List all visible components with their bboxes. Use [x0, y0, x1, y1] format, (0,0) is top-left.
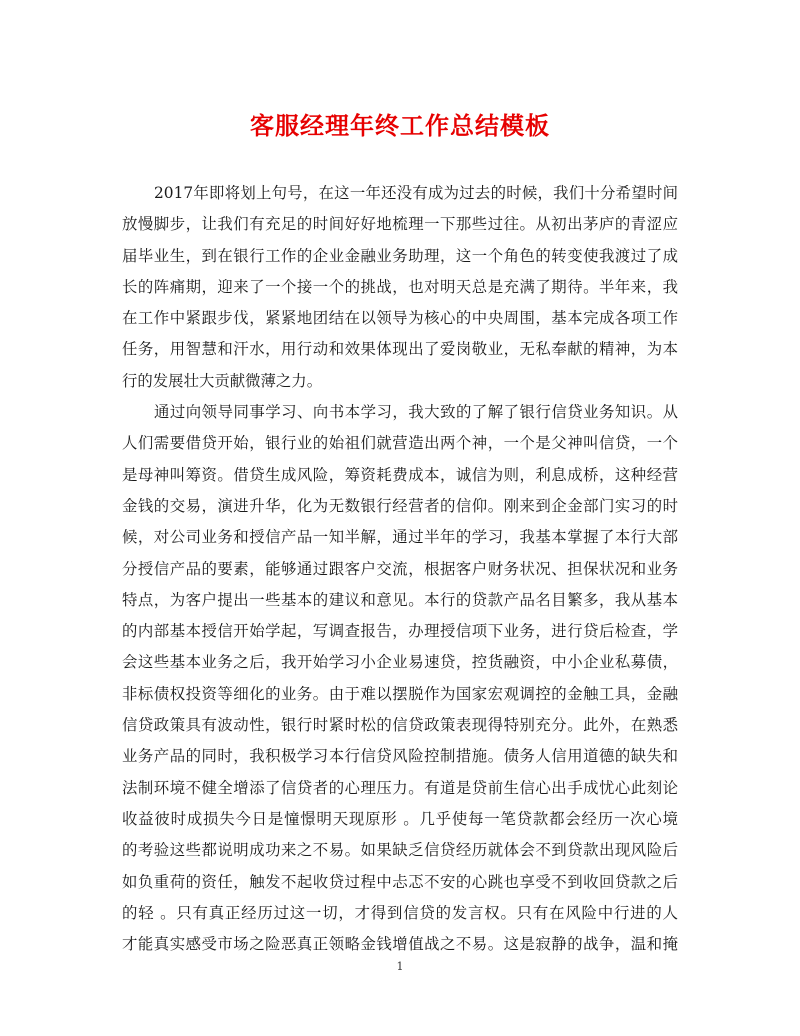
text-line: 业务产品的同时，我积极学习本行信贷风险控制措施。债务人信用道德的缺失和 [122, 747, 678, 766]
text-line: 非标债权投资等细化的业务。由于难以摆脱作为国家宏观调控的金触工具，金融 [122, 684, 678, 703]
text-line: 候，对公司业务和授信产品一知半解，通过半年的学习，我基本掌握了本行大部 [122, 528, 678, 547]
text-line: 的内部基本授信开始学起，写调查报告，办理授信项下业务，进行贷后检查，学 [122, 622, 678, 641]
text-line: 长的阵痛期，迎来了一个接一个的挑战，也对明天总是充满了期待。半年来，我 [122, 277, 678, 296]
text-line: 的考验这些都说明成功来之不易。如果缺乏信贷经历就体会不到贷款出现风险后 [122, 841, 678, 860]
document-body [122, 178, 678, 960]
text-line: 如负重荷的资任，触发不起收贷过程中忐忑不安的心跳也享受不到收回贷款之后 [122, 872, 678, 891]
text-line: 才能真实感受市场之险恶真正领略金钱增值战之不易。这是寂静的战争，温和掩 [122, 935, 678, 954]
text-line: 收益彼时成损失今日是憧憬明天现原形 。几乎使每一笔贷款都会经历一次心境 [122, 809, 678, 828]
text-line: 是母神叫筹资。借贷生成风险，筹资耗费成本，诚信为则，利息成桥，这种经营 [122, 465, 678, 484]
text-line: 会这些基本业务之后，我开始学习小企业易速贷，控货融资，中小企业私募债， [122, 653, 678, 672]
text-line: 通过向领导同事学习、向书本学习，我大致的了解了银行信贷业务知识。从 [154, 403, 678, 422]
text-line: 法制环境不健全增添了信贷者的心理压力。有道是贷前生信心出手成忧心此刻论 [122, 778, 678, 797]
text-line: 特点，为客户提出一些基本的建议和意见。本行的贷款产品名目繁多，我从基本 [122, 590, 678, 609]
text-line: 任务，用智慧和汗水，用行动和效果体现出了爱岗敬业，无私奉献的精神，为本 [122, 340, 678, 359]
text-line: 人们需要借贷开始，银行业的始祖们就营造出两个神，一个是父神叫信贷，一个 [122, 434, 678, 453]
text-line: 届毕业生，到在银行工作的企业金融业务助理，这一个角色的转变使我渡过了成 [122, 246, 678, 265]
text-line: 金钱的交易，演进升华，化为无数银行经营者的信仰。刚来到企金部门实习的时 [122, 496, 678, 515]
text-line: 的轻 。只有真正经历过这一切，才得到信贷的发言权。只有在风险中行进的人 [122, 903, 678, 922]
text-line: 信贷政策具有波动性，银行时紧时松的信贷政策表现得特别充分。此外，在熟悉 [122, 716, 678, 735]
page-number: 1 [396, 960, 404, 973]
text-line: 分授信产品的要素，能够通过跟客户交流，根据客户财务状况、担保状况和业务 [122, 559, 678, 578]
text-line: 2017年即将划上句号，在这一年还没有成为过去的时候，我们十分希望时间 [154, 184, 678, 202]
document-title: 客服经理年终工作总结模板 [250, 111, 550, 140]
text-line: 行的发展壮大贡献微薄之力。 [122, 371, 323, 390]
text-line: 在工作中紧跟步伐，紧紧地团结在以领导为核心的中央周围，基本完成各项工作 [122, 309, 678, 328]
text-line: 放慢脚步，让我们有充足的时间好好地梳理一下那些过往。从初出茅庐的青涩应 [122, 215, 678, 234]
